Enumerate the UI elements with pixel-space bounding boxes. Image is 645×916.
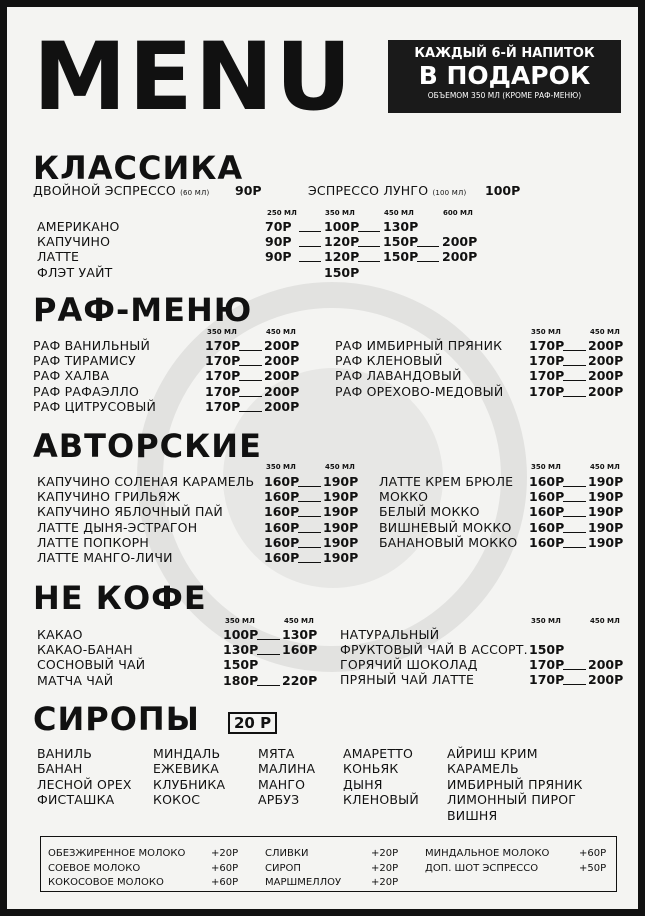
menu-item: ЛАТТЕ ПОПКОРН: [37, 534, 149, 550]
syrup-item: ДЫНЯ: [343, 776, 383, 792]
price-separator: [298, 547, 321, 548]
extra-item: ДОП. ШОТ ЭСПРЕССО: [425, 862, 539, 874]
item-volume: (60 МЛ): [180, 189, 210, 197]
menu-item: БАНАНОВЫЙ МОККО: [379, 534, 518, 550]
price-separator: [563, 365, 586, 366]
item-price: 190Р: [588, 474, 624, 489]
item-price: 170Р: [529, 672, 565, 688]
menu-item: РАФ ТИРАМИСУ: [33, 353, 136, 369]
size-header: 350 МЛ: [531, 328, 561, 336]
price-separator: [298, 501, 321, 502]
menu-item: [308, 183, 466, 201]
item-price: 120Р: [324, 234, 360, 249]
item-price: 190Р: [323, 534, 359, 550]
menu-item: ФРУКТОВЫЙ ЧАЙ В АССОРТ.: [340, 642, 528, 657]
price-separator: [257, 639, 280, 640]
menu-item: РАФ ИМБИРНЫЙ ПРЯНИК: [335, 338, 503, 353]
size-header: 450 МЛ: [590, 463, 620, 471]
subheading-natural: НАТУРАЛЬНЫЙ: [340, 627, 440, 642]
item-price: 200Р: [442, 249, 478, 264]
price-separator: [563, 684, 586, 685]
item-price: 160Р: [529, 519, 565, 535]
section-title-syrups: СИРОПЫ: [33, 700, 200, 738]
price-separator: [298, 486, 321, 487]
price-separator: [358, 231, 380, 232]
price-separator: [239, 350, 262, 351]
syrup-item: ВИШНЯ: [447, 807, 498, 823]
price-separator: [417, 246, 439, 247]
item-price: 130Р: [223, 642, 259, 658]
size-header: 350 МЛ: [325, 209, 355, 217]
menu-item: ЛАТТЕ ДЫНЯ-ЭСТРАГОН: [37, 519, 198, 535]
syrup-item: КОКОС: [153, 792, 201, 808]
menu-item: РАФ КЛЕНОВЫЙ: [335, 353, 443, 369]
item-price: 160Р: [529, 504, 565, 520]
item-price: 170Р: [529, 353, 565, 369]
menu-item: КАКАО-БАНАН: [37, 642, 133, 658]
syrup-price-badge: [228, 712, 277, 734]
item-price: 200Р: [588, 368, 624, 384]
syrup-item: АРБУЗ: [258, 792, 300, 808]
syrup-item: АЙРИШ КРИМ: [447, 746, 538, 761]
syrup-item: ФИСТАШКА: [37, 792, 115, 808]
price-separator: [299, 261, 321, 262]
item-price: 190Р: [323, 474, 359, 489]
section-title-raf: РАФ-МЕНЮ: [33, 291, 253, 329]
price-separator: [358, 246, 380, 247]
menu-title: MENU: [33, 23, 354, 132]
size-header: 250 МЛ: [267, 209, 297, 217]
extra-item: СЛИВКИ: [265, 848, 309, 859]
item-price: 170Р: [529, 338, 565, 353]
menu-item: КАПУЧИНО СОЛЕНАЯ КАРАМЕЛЬ: [37, 474, 255, 489]
extra-price: +60Р: [579, 848, 607, 859]
item-price: 190Р: [323, 489, 359, 505]
syrup-item: МАЛИНА: [258, 761, 316, 777]
price-separator: [257, 685, 280, 686]
extra-price: +20Р: [371, 877, 399, 888]
menu-item: ВИШНЕВЫЙ МОККО: [379, 519, 512, 535]
item-price: 190Р: [588, 534, 624, 550]
item-price: 160Р: [264, 519, 300, 535]
item-price: 160Р: [282, 642, 318, 658]
item-price: 70Р: [265, 219, 292, 234]
extra-item: СОЕВОЕ МОЛОКО: [48, 862, 141, 874]
extra-item: ОБЕЗЖИРЕННОЕ МОЛОКО: [48, 848, 186, 859]
menu-item: КАПУЧИНО: [37, 234, 111, 249]
item-price: 160Р: [264, 504, 300, 520]
extra-item: МИНДАЛЬНОЕ МОЛОКО: [425, 848, 550, 859]
price-separator: [563, 516, 586, 517]
item-price: 130Р: [282, 627, 318, 642]
item-price: 170Р: [205, 338, 241, 353]
syrup-item: КЛЕНОВЫЙ: [343, 792, 419, 808]
item-price: 100Р: [324, 219, 360, 234]
menu-item: ЛАТТЕ КРЕМ БРЮЛЕ: [379, 474, 514, 489]
price-separator: [563, 501, 586, 502]
extra-price: +60Р: [211, 877, 239, 888]
item-price: 200Р: [264, 338, 300, 353]
item-price: 200Р: [442, 234, 478, 249]
menu-item: РАФ ЛАВАНДОВЫЙ: [335, 368, 462, 384]
extra-item: МАРШМЕЛЛОУ: [265, 877, 342, 888]
item-price: 200Р: [588, 338, 624, 353]
item-price: 170Р: [205, 398, 241, 414]
item-price: 170Р: [529, 368, 565, 384]
extra-item: СИРОП: [265, 862, 301, 874]
item-price: 170Р: [205, 353, 241, 369]
price-separator: [563, 532, 586, 533]
promo-line-2: В ПОДАРОК: [418, 61, 591, 90]
menu-item: РАФ ВАНИЛЬНЫЙ: [33, 338, 151, 353]
item-price: 100Р: [223, 627, 259, 642]
syrup-item: ИМБИРНЫЙ ПРЯНИК: [447, 776, 583, 792]
size-header: 450 МЛ: [325, 463, 355, 471]
item-price: 190Р: [323, 550, 359, 565]
size-header: 450 МЛ: [590, 617, 620, 625]
size-header: 600 МЛ: [443, 209, 473, 217]
menu-item: БЕЛЫЙ МОККО: [379, 504, 480, 520]
price-separator: [299, 246, 321, 247]
syrup-item: МЯТА: [258, 746, 295, 761]
item-price: 150Р: [223, 657, 259, 673]
price-separator: [358, 261, 380, 262]
item-price: 160Р: [264, 474, 300, 489]
item-price: 150Р: [383, 234, 419, 249]
syrup-item: ЕЖЕВИКА: [153, 761, 220, 777]
size-header: 350 МЛ: [207, 328, 237, 336]
extra-item: КОКОСОВОЕ МОЛОКО: [48, 877, 164, 888]
menu-item: АМЕРИКАНО: [37, 219, 120, 234]
menu-item: РАФ РАФАЭЛЛО: [33, 383, 139, 399]
item-price: 200Р: [264, 383, 300, 399]
item-price: 200Р: [588, 383, 624, 399]
price-separator: [298, 532, 321, 533]
menu-item: КАПУЧИНО ГРИЛЬЯЖ: [37, 489, 181, 505]
item-price: 90Р: [265, 234, 292, 249]
price-separator: [298, 562, 321, 563]
syrup-item: БАНАН: [37, 761, 83, 777]
price-separator: [298, 516, 321, 517]
syrup-item: МИНДАЛЬ: [153, 746, 221, 761]
syrup-price: 20 Р: [228, 712, 277, 734]
size-header: 350 МЛ: [225, 617, 255, 625]
item-price: 90Р: [235, 183, 262, 198]
price-separator: [239, 411, 262, 412]
menu-item: РАФ ЦИТРУСОВЫЙ: [33, 398, 156, 414]
item-name: ДВОЙНОЙ ЭСПРЕССО: [33, 183, 176, 198]
size-header: 450 МЛ: [266, 328, 296, 336]
price-separator: [563, 380, 586, 381]
item-price: 180Р: [223, 672, 259, 688]
item-price: 200Р: [264, 398, 300, 414]
menu-item: ПРЯНЫЙ ЧАЙ ЛАТТЕ: [340, 672, 475, 688]
item-price: 160Р: [264, 550, 300, 565]
item-price: 220Р: [282, 672, 318, 688]
item-price: 160Р: [264, 534, 300, 550]
item-name: ЭСПРЕССО ЛУНГО: [308, 183, 429, 198]
price-separator: [417, 261, 439, 262]
menu-item: РАФ ХАЛВА: [33, 368, 110, 384]
item-price: 190Р: [588, 519, 624, 535]
item-price: 170Р: [205, 383, 241, 399]
size-header: 450 МЛ: [590, 328, 620, 336]
price-separator: [257, 654, 280, 655]
promo-banner: [388, 40, 621, 113]
item-price: 190Р: [588, 489, 624, 505]
syrup-item: ЛЕСНОЙ ОРЕХ: [37, 776, 132, 792]
price-separator: [563, 396, 586, 397]
price-separator: [563, 486, 586, 487]
menu-item: ГОРЯЧИЙ ШОКОЛАД: [340, 657, 478, 673]
price-separator: [239, 365, 262, 366]
menu-item: ЛАТТЕ: [37, 249, 80, 264]
item-price: 200Р: [588, 672, 624, 688]
item-price: 90Р: [265, 249, 292, 264]
item-price: 190Р: [323, 504, 359, 520]
size-header: 350 МЛ: [531, 617, 561, 625]
price-separator: [239, 380, 262, 381]
item-price: 200Р: [264, 353, 300, 369]
syrup-item: ЛИМОННЫЙ ПИРОГ: [447, 792, 577, 808]
item-price: 120Р: [324, 249, 360, 264]
price-separator: [239, 396, 262, 397]
syrup-item: МАНГО: [258, 776, 306, 792]
item-price: 190Р: [588, 504, 624, 520]
extra-price: +20Р: [371, 862, 399, 874]
item-price: 170Р: [529, 383, 565, 399]
item-price: 160Р: [529, 489, 565, 505]
syrup-item: КЛУБНИКА: [153, 776, 226, 792]
promo-line-3: ОБЪЕМОМ 350 МЛ (КРОМЕ РАФ-МЕНЮ): [427, 91, 582, 100]
extra-price: +20Р: [211, 848, 239, 859]
menu-item: ФЛЭТ УАЙТ: [37, 265, 113, 280]
price-separator: [563, 350, 586, 351]
syrup-item: КОНЬЯК: [343, 761, 399, 777]
menu-item: МАТЧА ЧАЙ: [37, 672, 114, 688]
menu-item: [33, 183, 209, 201]
size-header: 450 МЛ: [384, 209, 414, 217]
item-price: 160Р: [529, 534, 565, 550]
syrup-item: КАРАМЕЛЬ: [447, 761, 519, 777]
item-price: 100Р: [485, 183, 521, 198]
menu-item: КАПУЧИНО ЯБЛОЧНЫЙ ПАЙ: [37, 504, 223, 520]
section-title-classic: КЛАССИКА: [33, 149, 244, 187]
section-title-nocoffee: НЕ КОФЕ: [33, 579, 207, 617]
syrup-item: АМАРЕТТО: [343, 746, 414, 761]
item-price: 170Р: [529, 657, 565, 673]
menu-item: КАКАО: [37, 627, 83, 642]
menu-item: СОСНОВЫЙ ЧАЙ: [37, 657, 146, 673]
item-price: 160Р: [264, 489, 300, 505]
item-price: 200Р: [588, 657, 624, 673]
item-price: 130Р: [383, 219, 419, 234]
size-header: 450 МЛ: [284, 617, 314, 625]
section-title-author: АВТОРСКИЕ: [33, 427, 262, 465]
promo-line-1: КАЖДЫЙ 6-Й НАПИТОК: [414, 46, 595, 61]
item-price: 150Р: [529, 642, 565, 657]
menu-item: ЛАТТЕ МАНГО-ЛИЧИ: [37, 550, 173, 565]
menu-item: РАФ ОРЕХОВО-МЕДОВЫЙ: [335, 383, 504, 399]
item-price: 170Р: [205, 368, 241, 384]
extra-price: +20Р: [371, 848, 399, 859]
price-separator: [563, 547, 586, 548]
extra-price: +50Р: [579, 862, 607, 874]
extra-price: +60Р: [211, 862, 239, 874]
item-price: 150Р: [324, 265, 360, 280]
item-price: 200Р: [588, 353, 624, 369]
syrup-item: ВАНИЛЬ: [37, 746, 93, 761]
item-price: 190Р: [323, 519, 359, 535]
item-price: 150Р: [383, 249, 419, 264]
item-price: 160Р: [529, 474, 565, 489]
size-header: 350 МЛ: [531, 463, 561, 471]
size-header: 350 МЛ: [266, 463, 296, 471]
price-separator: [299, 231, 321, 232]
price-separator: [563, 669, 586, 670]
item-volume: (100 МЛ): [432, 189, 467, 197]
item-price: 200Р: [264, 368, 300, 384]
menu-item: МОККО: [379, 489, 429, 505]
